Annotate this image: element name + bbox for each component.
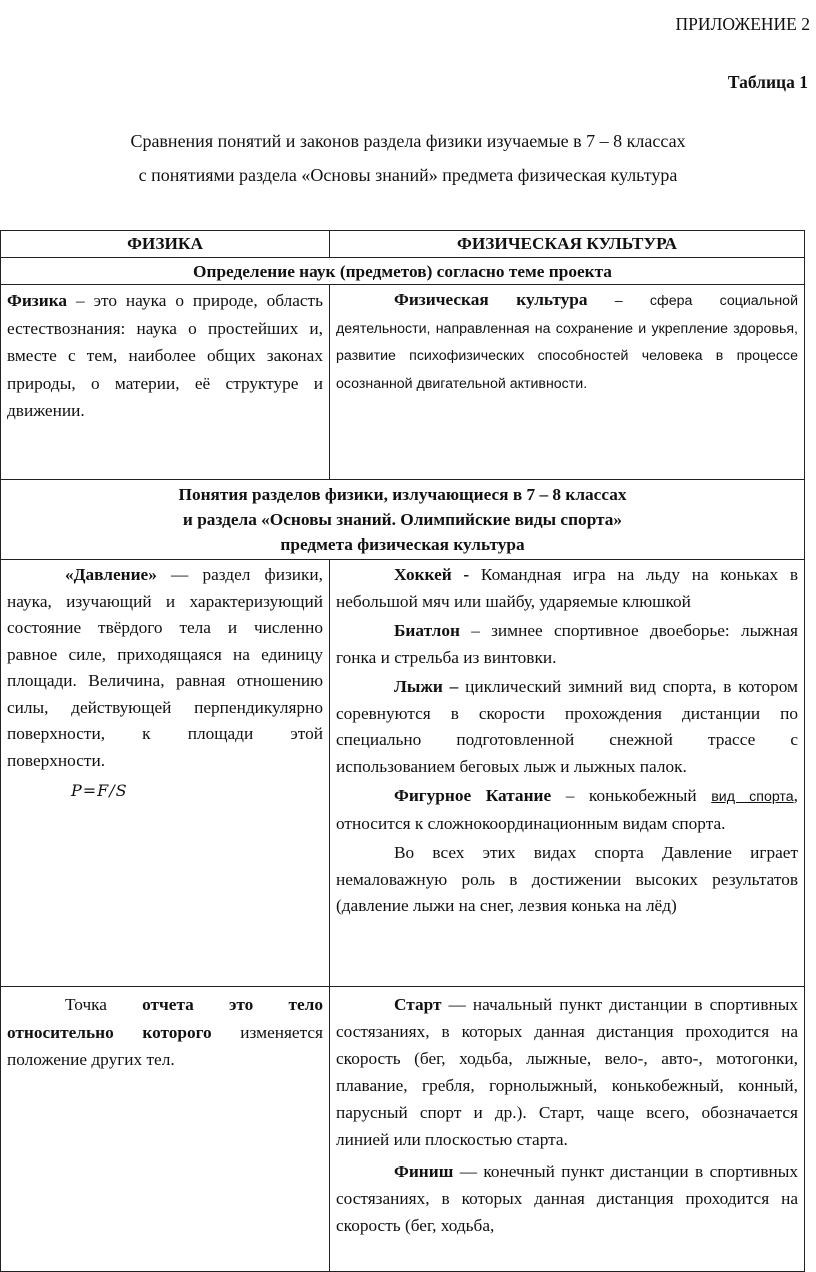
reference-row [1, 987, 805, 1272]
physics-definition-text: – это наука о природе, область естествознания: наука о простейших и, вместе с тем, наиболее общих законах природы, о материи, её структуре и движении. [7, 291, 323, 420]
definitions-row [1, 285, 805, 480]
section-row-concepts [1, 480, 805, 560]
start-term: Старт [394, 995, 442, 1014]
start-finish-cell [330, 987, 805, 1272]
finish-text: — конечный пункт дистанции в спортивных состязаниях, в которых данная дистанция проходится на скорость (бег, ходьба, [336, 1162, 798, 1235]
section-heading-line1: Понятия разделов физики, излучающиеся в 7 – 8 классах [178, 485, 627, 504]
sport-type-link[interactable]: вид спорта [711, 789, 794, 805]
appendix-label: ПРИЛОЖЕНИЕ 2 [675, 14, 810, 34]
pressure-term: «Давление» [65, 565, 157, 584]
hockey-term: Хоккей - [394, 565, 470, 584]
pressure-definition-text: — раздел физики, наука, изучающий и характеризующий состояние твёрдого тела и численно равное силе, приходящаяся на единицу площади. Величина, равная отношению силы, действующей перпендикулярно поверхности, к площади этой поверхности. [7, 565, 323, 770]
physical-culture-definition-cell [330, 285, 805, 480]
pressure-row [1, 560, 805, 987]
comparison-table [0, 230, 805, 1272]
reference-cell [1, 987, 330, 1272]
column-header-physical-culture: ФИЗИЧЕСКАЯ КУЛЬТУРА [330, 231, 805, 258]
start-paragraph [336, 991, 798, 1153]
physics-definition [7, 287, 323, 425]
figure-skating-term: Фигурное Катание [394, 786, 552, 805]
ski-text: циклический зимний вид спорта, в котором соревнуются в скорости прохождения дистанции по специально подготовленной снежной трассе с использованием беговых лыж и лыжных палок. [336, 677, 798, 776]
pressure-cell [1, 560, 330, 987]
ski-paragraph [336, 674, 798, 780]
sports-cell [330, 560, 805, 987]
hockey-text: Командная игра на льду на коньках в небольшой мяч или шайбу, ударяемые клюшкой [336, 565, 798, 611]
physical-culture-definition-text: – сфера социальной деятельности, направленная на сохранение и укрепление здоровья, развитие психофизических способностей человека в процессе осознанной двигательной активности. [336, 293, 799, 392]
reference-term: отчета это тело относительно которого [7, 995, 323, 1042]
biathlon-term: Биатлон [394, 621, 460, 640]
section-heading-concepts [1, 480, 805, 560]
section-heading-line2: и раздела «Основы знаний. Олимпийские виды спорта» [182, 510, 623, 529]
physical-culture-term: Физическая культура [394, 290, 588, 309]
section-heading-line3: предмета физическая культура [280, 535, 525, 554]
pressure-summary-paragraph: Во всех этих видах спорта Давление играет немаловажную роль в достижении высоких результатов (давление лыжи на снег, лезвия конька на лёд) [336, 843, 798, 915]
biathlon-paragraph [336, 618, 798, 671]
document-title-line1: Сравнения понятий и законов раздела физики изучаемые в 7 – 8 классах [130, 131, 686, 151]
finish-paragraph [336, 1158, 798, 1239]
physics-definition-cell [1, 285, 330, 480]
document-title-line2: с понятиями раздела «Основы знаний» предмета физическая культура [138, 165, 678, 185]
column-header-physics: ФИЗИКА [1, 231, 330, 258]
physical-culture-definition [336, 287, 798, 397]
table-header-row [1, 231, 805, 258]
start-text: — начальный пункт дистанции в спортивных состязаниях, в которых данная дистанция проходится на скорость (бег, ходьба, лыжные, вело-, авто-, мотогонки, плавание, гребля, горнолыжный, конькобежный, конный, парусный спорт и др.). Старт, чаще всего, обозначается линией или плоскостью старта. [336, 995, 798, 1149]
physics-term: Физика [7, 291, 68, 310]
table-number: Таблица 1 [727, 72, 808, 92]
section-row-definitions [1, 258, 805, 285]
figure-skating-text: – конькобежный [551, 786, 712, 805]
reference-text: изменяется положение других тел. [7, 1022, 323, 1069]
pressure-formula: P=F/S [71, 781, 128, 800]
reference-lead: Точка [65, 995, 143, 1014]
section-heading-definitions: Определение наук (предметов) согласно теме проекта [1, 258, 805, 285]
figure-skating-paragraph [336, 783, 798, 837]
finish-term: Финиш [394, 1162, 454, 1181]
reference-definition [7, 991, 323, 1074]
pressure-definition [7, 562, 323, 774]
ski-term: Лыжи – [394, 677, 459, 696]
biathlon-text: – зимнее спортивное двоеборье: лыжная гонка и стрельба из винтовки. [336, 621, 798, 667]
hockey-paragraph [336, 562, 798, 615]
figure-skating-text-end: , относится к сложнокоординационным видам спорта. [336, 786, 798, 833]
